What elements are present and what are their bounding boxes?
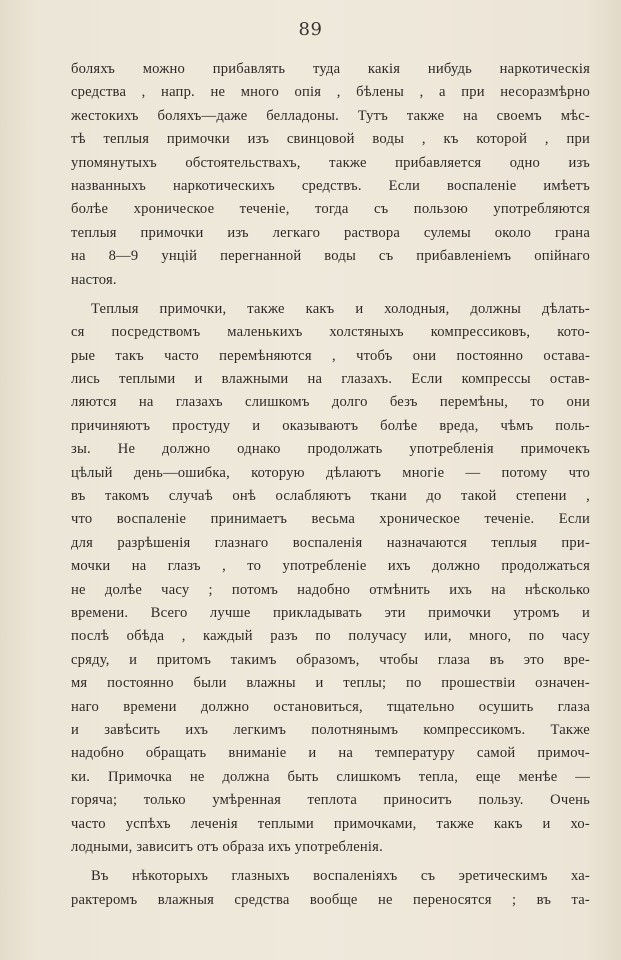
text-line: что воспаленіе принимаетъ весьма хроническое теченіе. Если: [71, 511, 590, 528]
text-line: часто успѣхъ леченія теплыми примочками, также какъ и хо-: [71, 815, 590, 832]
text-line: наго времени должно остановиться, тщательно осушить глаза: [71, 698, 590, 715]
text-line: горяча; только умѣренная теплота приноситъ пользу. Очень: [71, 792, 590, 809]
text-line: надобно обращать вниманіе и на температуру самой примоч-: [71, 745, 590, 762]
text-line: на 8—9 унцій перегнанной воды съ прибавленіемъ опійнаго: [71, 248, 590, 265]
text-line: жестокихъ боляхъ—даже белладоны. Тутъ также на своемъ мѣс-: [71, 107, 590, 124]
paragraph-1: [71, 58, 590, 292]
text-line: ки. Примочка не должна быть слишкомъ тепла, еще менѣе —: [71, 768, 590, 785]
text-line: мя постоянно были влажны и теплы; по прошествіи означен-: [71, 675, 590, 692]
text-line: средства , напр. не много опія , бѣлены , а при несоразмѣрно: [71, 84, 590, 101]
text-line: времени. Всего лучше прикладывать эти примочки утромъ и: [71, 604, 590, 621]
text-line: въ такомъ случаѣ онѣ ослабляютъ ткани до такой степени ,: [71, 488, 590, 505]
text-line: упомянутыхъ обстоятельствахъ, также прибавляется одно изъ: [71, 154, 590, 171]
text-line: причиняютъ простуду и оказываютъ болѣе вреда, чѣмъ поль-: [71, 417, 590, 434]
text-line: мочки на глазъ , то употребленіе ихъ должно продолжаться: [71, 558, 590, 575]
text-line: болѣе хроническое теченіе, тогда съ пользою употребляются: [71, 201, 590, 218]
text-line: ляются на глазахъ слишкомъ долго безъ перемѣны, то они: [71, 394, 590, 411]
text-line: Теплыя примочки, также какъ и холодныя, должны дѣлать-: [91, 300, 590, 317]
text-line: рактеромъ влажныя средства вообще не переносятся ; въ та-: [71, 891, 590, 908]
text-line: для разрѣшенія глазнаго воспаленія назначаются теплыя при-: [71, 534, 590, 551]
text-line: теплыя примочки изъ легкаго раствора сулемы около грана: [71, 224, 590, 241]
text-line: зы. Не должно однако продолжать употребленія примочекъ: [71, 441, 590, 458]
text-line: и завѣсить ихъ легкимъ полотнянымъ компрессикомъ. Также: [71, 721, 590, 738]
text-line: сряду, и притомъ такимъ образомъ, чтобы глаза въ это вре-: [71, 651, 590, 668]
body-text: [71, 58, 590, 912]
page-number: 89: [298, 19, 323, 40]
text-line: лодными, зависитъ отъ образа ихъ употребленія.: [71, 838, 383, 855]
text-line: боляхъ можно прибавлять туда какія нибудь наркотическія: [71, 61, 590, 77]
paragraph-2: [71, 298, 590, 859]
text-line: настоя.: [71, 271, 117, 288]
text-line: послѣ обѣда , каждый разъ по получасу или, много, по часу: [71, 628, 590, 645]
text-line: рые такъ часто перемѣняются , чтобъ они постоянно остава-: [71, 347, 590, 364]
text-line: Въ нѣкоторыхъ глазныхъ воспаленіяхъ съ эретическимъ ха-: [91, 868, 590, 885]
text-line: лись теплыми и влажными на глазахъ. Если компрессы остав-: [71, 371, 590, 388]
text-line: тѣ теплыя примочки изъ свинцовой воды , къ которой , при: [71, 131, 590, 148]
paragraph-3: [71, 865, 590, 912]
text-line: цѣлый день—ошибка, которую дѣлаютъ многіе — потому что: [71, 464, 590, 481]
text-line: не долѣе часу ; потомъ надобно отмѣнить ихъ на нѣсколько: [71, 581, 590, 598]
text-line: ся посредствомъ маленькихъ холстяныхъ компрессиковъ, кото-: [71, 324, 590, 341]
text-line: названныхъ наркотическихъ средствъ. Если воспаленіе имѣетъ: [71, 177, 590, 194]
